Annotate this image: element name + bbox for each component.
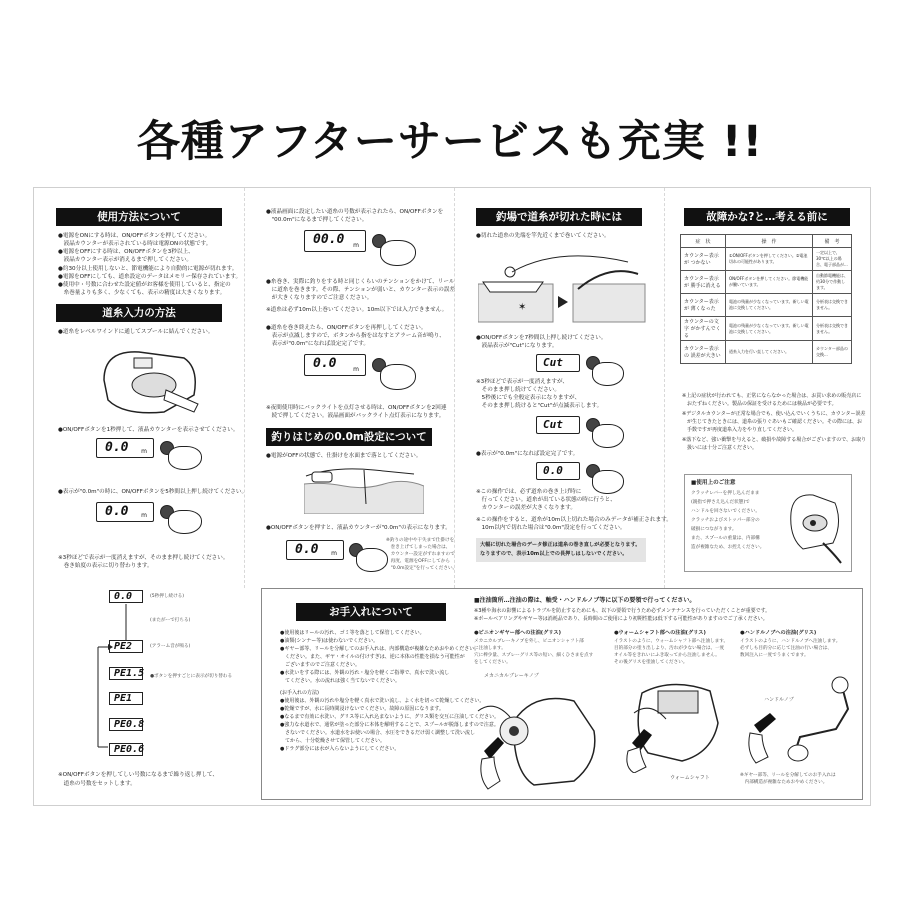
caution-text: (親指で押さえ込んだ状態)で [691,500,750,505]
table-header-cell: 症 状 [681,235,726,248]
step-3-note: 巻き始度の表示に切り替わります。 [58,563,153,569]
usage-line: ●電源をOFFにする時は、ON/OFFボタンを3秒以上、 [58,249,194,255]
cut-step: ●ON/OFFボタンを7秒間以上押し続けてください。 [476,335,607,341]
instruction-sheet [33,187,871,806]
start-note: 再度、電源をOFFにしてから [386,559,451,564]
table-cell: 一定以上で、30℃以上の場合、電子部品が... [813,248,852,271]
table-row [681,341,852,364]
line-input-header: 道糸入力の方法 [56,304,222,322]
spot2-text: イラストのように、ウォームシャフト部へ注油します。 [614,639,729,644]
table-cell: カウンター部品の交換... [813,341,852,364]
cut-note: 5秒後にでも全般定表示になりますが、 [476,395,581,401]
caution-box [684,474,852,572]
lcd-value: 0.0 [313,356,337,371]
maint-line: ●ギヤー部等、リールを分解してのお手入れは、内部構造が複雑なためおやめください。 [280,646,480,652]
bold-note: なりますので、表示10m以上での長押しはしないでください。 [480,551,628,557]
start-note: "0.0m設定"を行ってください。 [386,566,458,571]
hand-icon [356,548,388,572]
cut-step: 液晶表示が"Cut"になります。 [476,343,558,349]
lcd-value: 0.0 [543,464,563,477]
troubleshoot-header: 故障かな?と…考える前に [684,208,850,226]
lcd-unit: m [141,512,147,519]
hand-icon [380,364,416,390]
table-header-cell: 操 作 [726,235,813,248]
complete-text: ●表示が"0.0m"になれば設定完了です。 [476,451,579,457]
lcd-counter [96,502,154,522]
usage-line: 液晶カウンター表示が消えるまで押してください。 [58,257,193,263]
spot1-label: メカニカルブレーキノブ [484,673,539,679]
maint-line: (お手入れの方法) [280,690,319,696]
step-3-note: ※3秒ほどで表示が一度消えますが、そのまま押し続けてください。 [58,555,229,561]
table-cell: ①ON/OFFボタンを押してください。②電池切れの可能性があります。 [726,248,813,271]
step-1-text: ●ON/OFFボタンを1秒押して、液晶カウンターを表示させてください。 [58,427,239,433]
oiling-sub: ※3種や海水の影響によるトラブルを防止するためにも、以下の要領で行うため必ずメンテナンスを行っていただくことが重要です。 [474,608,771,614]
maint-line: ください。また、ギヤ・オイルの付けすぎは、逆に本体の性能を損なう可能性が [280,654,465,660]
spot1-text: 穴に棒少量、スプレーグリス等の短い、細くひさまを点す [474,653,594,658]
svg-text:✶: ✶ [518,302,527,313]
spot3-label: ハンドルノブ [764,697,794,703]
troubleshoot-note: ※デジタルカウンターが正常な場合でも、使い込んでいくうちに、カウンター誤差 [682,411,866,417]
step-2-text: ●表示が"0.0m"の時に、ON/OFFボタンを5秒間以上押し続けてください。 [58,489,248,495]
table-cell: 電池の残量が少なくなっています。新しい電池に交換してください。 [726,317,813,341]
winding-text: に道糸を巻きます。その際、テンションが弱いと、カウンター表示の誤差 [266,287,455,293]
break-intro: ●切れた道糸の先端を竿先近くまで巻いてください。 [476,233,610,239]
table-row [681,271,852,294]
table-cell: 自動節電機能は、約30分で作動します。 [813,271,852,294]
spot2-text: オイル等をきれいにふき取ってから注油しません。 [614,653,720,658]
table-cell: カウンター表示が 薄くなった [681,294,726,317]
spot3-text: 必ずしも目的分に応じて注油の行い場合は、 [740,646,832,651]
hand-icon [592,470,624,494]
maint-line: ●使用後は、外観の汚れや塩分を軽く真水で洗い流し、よく水を切って乾燥してください。 [280,698,485,704]
pe-note: (5秒押し続ける) [150,594,185,599]
usage-line: ●電源をOFFにしても、道糸設定のデータはメモリー保存されています。 [58,274,242,280]
finish-text: 表示が"0.0m"になれば設定完了です。 [266,341,369,347]
lcd-value: 0.0 [295,542,319,557]
step-4-note: 道糸の号数をセットします。 [58,781,136,787]
usage-line: ●電源をONにする時は、ON/OFFボタンを押してください。 [58,233,211,239]
lcd-counter [286,540,344,560]
table-row [681,317,852,341]
cut-warning: カウンターの誤差が大きくなります。 [476,505,577,511]
caution-title: ■使用上のご注意 [691,480,736,486]
lcd-unit: m [331,550,337,557]
caution-text: クラッチおよびストッパー部分の [691,518,760,523]
winding-text: が大きくなりますのでご注意ください。 [266,295,373,301]
lcd-value: Cut [543,418,563,431]
pe-side-note: ●ボタンを押すごとに表示が切り替わる [150,674,233,679]
intro-text: "00.0m"になるまで押してください。 [266,217,368,223]
maint-line: てください。水の流れは強く当てないでください。 [280,678,401,684]
reel-hand-illustration [783,483,847,565]
worm-shaft-illustration [622,673,732,773]
table-cell: 分析表は交換できません。 [813,294,852,317]
caution-text: クラッチレバーを押し込んだまま [691,491,760,496]
table-cell: 分析表は交換できません。 [813,317,852,341]
troubleshoot-table [680,234,852,364]
cut-note: そのまま押し続けると"Cut"が点滅表示します。 [476,403,603,409]
pe-option: PE0.8 [109,718,143,731]
spot3-note: 内部構造が複雑なためおやめください。 [740,780,828,785]
column-usage [34,188,248,805]
table-cell: 道糸入力を行い直してください。 [726,341,813,364]
page-banner: 各種アフターサービスも充実 !! [136,117,764,167]
oiling-sub: ※ボールベアリングやギヤー等は消耗品であり、長時間のご使用により初期性能は低下する可能性がありますのでご了承ください。 [474,616,768,622]
cut-note: そのまま押し続けてください。 [476,387,560,393]
usage-header: 使用方法について [56,208,222,226]
spot3-note: ※ギヤー部等、リールを分解してのお手入れは [740,773,836,778]
spot2-title: ●ウォームシャフト部への注油(グリス) [614,630,706,636]
hand-icon [168,510,202,534]
hand-icon [592,362,624,386]
finish-text: 表示が点滅しますので、ボタンから指をはなすとアラーム音が鳴り、 [266,333,445,339]
winding-note: ※道糸は必ず10m以上巻いてください。10m以下では入力できません。 [266,307,448,313]
step-4-note: ※ON/OFFボタンを押してしい号数になるまで繰り返し押して、 [58,772,219,778]
troubleshoot-note: 手数ですが再度道糸入力をやり直してください。 [682,427,798,433]
maint-line: ●乾燥ですが、水に長時間浸けないでください。故障の原因になります。 [280,706,444,712]
spot2-text: 目的部分の塗り出しより、汚れが少ない場合は、一度 [614,646,725,651]
usage-line: ●使用中・号数に合わせた設定値がお客様を使用していると、指定の [58,282,231,288]
spot1-text: メカニカルブレーキノブを外し、ピニオンシャフト部 [474,639,584,644]
start-text: ●ON/OFFボタンを押すと、液晶カウンターが"0.0m"の表示になります。 [266,525,451,531]
start-note: カウンター設定がずれますので [386,552,455,557]
winding-text: ●糸巻き、実際に釣りをする時と同じくらいのテンションをかけて、リール [266,279,455,285]
troubleshoot-note: ※上記の症状が行われても、正常にならなかった場合は、お買い求めの販売店に [682,393,862,399]
handle-knob-illustration [740,669,858,769]
cut-warning: ※この操作をすると、道糸が10m以上切れた場合のみデータが補正されます。 [476,517,672,523]
lcd-value: Cut [543,356,563,369]
caution-text: また、スプールの重量は、内部構 [691,536,760,541]
maint-line: てから、十分乾燥させて保管してください。 [280,738,386,744]
pe-option: PE1 [109,692,143,705]
pe-option: PE2 [109,640,143,653]
spot3-text: 数回注入に一度でうまくでます。 [740,653,809,658]
start-note: ※釣りの途中や干失まで仕掛けを [386,538,455,543]
start-setting-header: 釣りはじめの0.0m設定について [266,428,432,446]
hand-icon [168,446,202,470]
lcd-value: 00.0 [313,232,345,247]
maint-line: ●使用後はリールの汚れ、ゴミ等を落として保管してください。 [280,630,425,636]
backlight-note: ※夜間使用時にバックライトを点灯させる時は、ON/OFFボタンを2回連 [266,405,447,411]
spot3-title: ●ハンドルノブへの注油(グリス) [740,630,817,636]
maint-line: ●水洗いをする際には、外観の汚れ・塩分を軽くご指導で、真水で洗い流し [280,670,450,676]
intro-text: ●液晶画面に設定したい道糸の号数が表示されたら、ON/OFFボタンを [266,209,444,215]
backlight-note: 続で押してください。液晶画面がバックライト点灯表示になります。 [266,413,445,419]
lcd-counter [304,230,366,252]
maint-line: ●なるまで有効に水洗い、グリス等に入れ込まないように、グリス類を交互に注油してください。 [280,714,500,720]
start-text: ●電源がOFFの状態で、仕掛けを水面まで落としてください。 [266,453,422,459]
reel-illustration [94,340,204,420]
table-header-cell: 備 考 [813,235,852,248]
cut-warning: ※この操作では、必ず道糸の巻き上げ時に [476,489,582,495]
maint-line: ●ドラグ部分には水が入らないようにしてください。 [280,746,400,752]
spot1-text: に注油します。 [474,646,506,651]
hand-icon [380,240,416,266]
maintenance-header: お手入れについて [296,603,446,621]
line-break-header: 釣場で道糸が切れた時には [476,208,642,226]
lcd-counter [96,438,154,458]
spot1-title: ●ピニオンギヤー部への注油(グリス) [474,630,561,636]
pinion-gear-illustration [474,681,604,793]
maint-line: ございますのでご注意ください。 [280,662,361,668]
spot1-text: をしてください。 [474,660,511,665]
maintenance-section [261,588,870,805]
caution-text: 造が複雑なため、お控えください。 [691,545,765,550]
water-illustration [304,464,424,514]
maint-line: さないでください。水道水をお使いの場合、水圧をできるだけ弱く調整して洗い流し [280,730,476,736]
troubleshoot-note: が生じてきたときには、道糸の張りぐあいもご確認ください。その際には、お [682,419,863,425]
pe-option: PE0.6 [109,743,143,756]
bold-note: 大幅に切れた場合のデータ修正は道糸の巻き直しが必要となります。 [480,542,641,548]
lcd-counter [536,354,580,372]
cut-note: ※3秒ほどで表示が一度消えますが、 [476,379,569,385]
oiling-title: ■注油箇所…注油の際は、軸受・ハンドルノブ等に以下の要領で行ってください。 [474,597,696,604]
lcd-unit: m [141,448,147,455]
table-row [681,294,852,317]
lcd-counter [304,354,366,376]
maintenance-panel [261,588,863,800]
lcd-value: 0.0 [105,440,129,455]
lcd-counter [536,462,580,480]
start-note: 巻き上げてしまった場合は、 [386,545,451,550]
troubleshoot-note: おたずねください。製品の保証を受けるためには検品が必要です。 [682,401,837,407]
usage-line: 糸巻量よりも多く、少なくても、表示の精度は大きくなります。 [58,290,226,296]
caution-text: 破損につながります。 [691,527,737,532]
lcd-counter [536,416,580,434]
line-intro: ●道糸をレベルワインドに通してスプールに結んでください。 [58,329,214,335]
bold-note-box [476,538,646,562]
pe-option: PE1.5 [109,667,143,680]
troubleshoot-note: ※落下など、強い衝撃を与えると、破損や故障する場合がございますので、お取り [682,437,867,443]
troubleshoot-note: 扱いには十分ご注意ください。 [682,445,758,451]
lcd-unit: m [353,366,359,373]
table-header-row [681,235,852,248]
spot2-text: その後グリスを塗油してください。 [614,660,688,665]
maint-line: ●強力な水道水で、通常が塗った部分に本体を解明することで、スプールが脱落しますので注意。 [280,722,499,728]
caution-text: ハンドルを回さないでください。 [691,509,760,514]
lcd-unit: m [353,242,359,249]
cut-warning: 行ってください。道糸が出ている状態の時に行うと、 [476,497,616,503]
table-cell: ON/OFFボタンを押してください。節電機能が働いています。 [726,271,813,294]
table-cell: カウンターの文字 がかすんでくる [681,317,726,341]
table-cell: 電池の残量が少なくなっています。新しい電池に交換してください。 [726,294,813,317]
cut-warning: 10m以内で切れた場合は"0.0m"設定を行ってください。 [476,525,626,531]
pe-display-top: 0.0 [109,590,143,603]
table-cell: カウンター表示が つかない [681,248,726,271]
pe-note: (またがーで打ちる) [150,618,191,623]
finish-text: ●道糸を巻き終えたら、ON/OFFボタンを再押ししてください。 [266,325,427,331]
spot3-text: イラストのように、ハンドルノブへ注油します。 [740,639,841,644]
usage-line: ●約30分以上使用しないと、節電機能により自動的に電源が切れます。 [58,266,238,272]
usage-line: 液晶カウンターが表示されている時は電源ONの状態です。 [58,241,212,247]
table-cell: カウンター表示が 勝手に消える [681,271,726,294]
boat-illustration [478,244,648,324]
spot2-label: ウォームシャフト [670,775,710,781]
lcd-value: 0.0 [105,504,129,519]
pe-note: (アラーム音が鳴る) [150,644,191,649]
table-row [681,248,852,271]
table-cell: カウンター表示の 誤差が大きい [681,341,726,364]
hand-icon [592,424,624,448]
maint-line: ●油類(シンナー等)は使わないでください。 [280,638,379,644]
